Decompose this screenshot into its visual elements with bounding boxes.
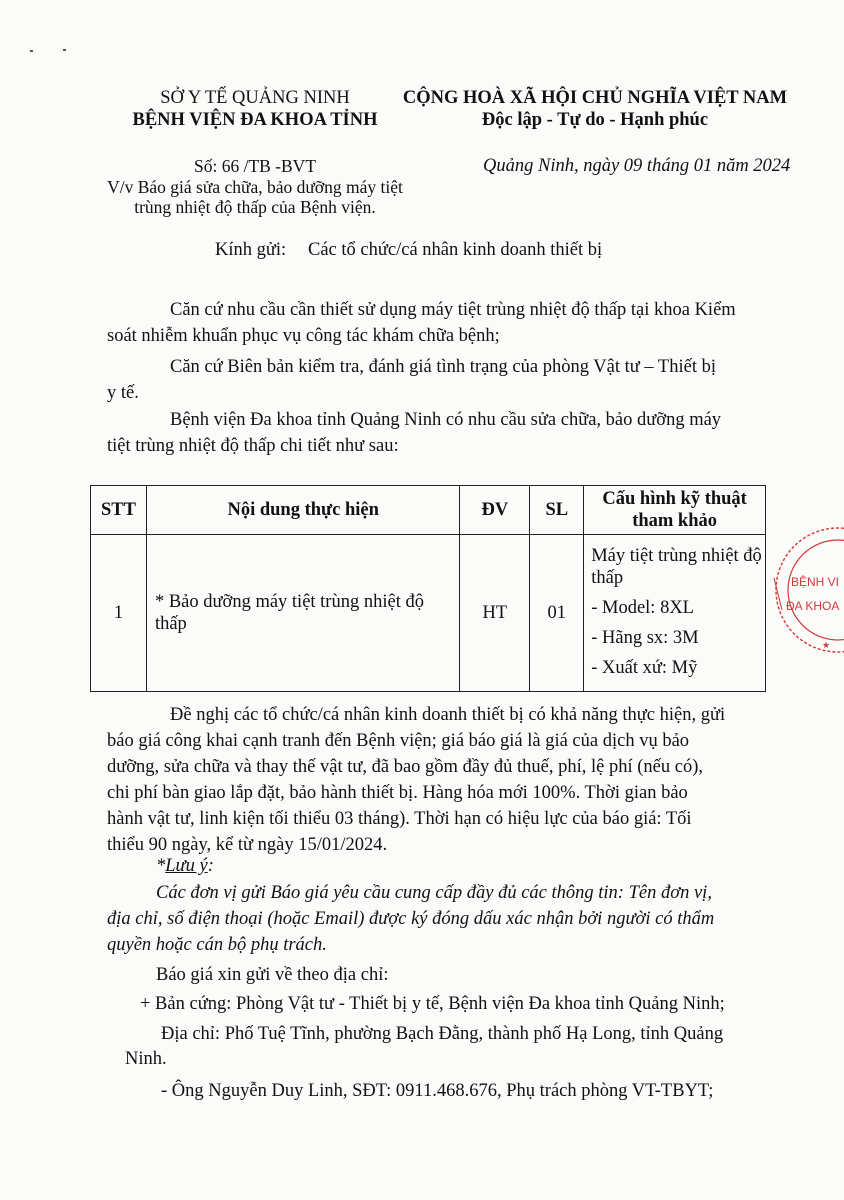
- cell-qty: 01: [530, 535, 584, 692]
- document-number: Số: 66 /TB -BVT: [193, 156, 317, 176]
- address-intro: Báo giá xin gửi về theo địa chỉ:: [156, 965, 389, 985]
- note-line-3: quyền hoặc cán bộ phụ trách.: [107, 935, 327, 955]
- header-spec-line-2: tham khảo: [632, 511, 718, 531]
- note-label: Lưu ý: [165, 856, 208, 876]
- national-title: CỘNG HOÀ XÃ HỘI CHỦ NGHĨA VIỆT NAM: [402, 88, 788, 108]
- contact-person: - Ông Nguyễn Duy Linh, SĐT: 0911.468.676, Phụ trách phòng VT-TBYT;: [161, 1081, 714, 1101]
- request-line-2: báo giá công khai cạnh tranh đến Bệnh viện; giá báo giá là giá của dịch vụ bảo: [107, 731, 690, 751]
- recipient-label: Kính gửi:: [215, 240, 287, 260]
- agency-name: SỞ Y TẾ QUẢNG NINH: [160, 88, 350, 108]
- service-table: [90, 485, 766, 692]
- address-line-1: Địa chỉ: Phố Tuệ Tĩnh, phường Bạch Đằng, thành phố Hạ Long, tỉnh Quảng: [161, 1024, 724, 1044]
- subject-line-2: trùng nhiệt độ thấp của Bệnh viện.: [134, 197, 376, 217]
- note-heading: [156, 856, 214, 877]
- spec-line: thấp: [591, 568, 624, 588]
- request-line-1: Đề nghị các tổ chức/cá nhân kinh doanh thiết bị có khả năng thực hiện, gửi: [170, 705, 726, 725]
- spec-line: - Xuất xứ: Mỹ: [591, 658, 698, 678]
- header-spec-line-1: Cấu hình kỹ thuật: [602, 489, 747, 509]
- request-line-5: hành vật tư, linh kiện tối thiểu 03 tháng). Thời hạn có hiệu lực của báo giá: Tối: [107, 809, 692, 829]
- header-unit: ĐV: [460, 486, 530, 535]
- cell-spec: [584, 535, 766, 692]
- address-hard-copy: + Bản cứng: Phòng Vật tư - Thiết bị y tế, Bệnh viện Đa khoa tỉnh Quảng Ninh;: [140, 994, 725, 1014]
- spec-line: - Hãng sx: 3M: [591, 628, 699, 648]
- hospital-name: BỆNH VIỆN ĐA KHOA TỈNH: [132, 110, 378, 130]
- official-seal-stamp: [760, 520, 844, 660]
- paragraph-basis-2-line-1: Căn cứ Biên bản kiểm tra, đánh giá tình trạng của phòng Vật tư – Thiết bị: [170, 357, 716, 377]
- cell-content: [146, 535, 459, 692]
- cell-content-line-2: thấp: [154, 614, 187, 634]
- paragraph-need-line-1: Bệnh viện Đa khoa tỉnh Quảng Ninh có nhu cầu sửa chữa, bảo dưỡng máy: [170, 410, 722, 430]
- national-motto: Độc lập - Tự do - Hạnh phúc: [481, 110, 709, 130]
- header-stt: STT: [91, 486, 147, 535]
- note-star: *: [156, 856, 166, 876]
- paragraph-basis-1-line-2: soát nhiễm khuẩn phục vụ công tác khám chữa bệnh;: [107, 326, 500, 346]
- note-line-1: Các đơn vị gửi Báo giá yêu cầu cung cấp đầy đủ các thông tin: Tên đơn vị,: [156, 883, 712, 903]
- scan-speck: [30, 50, 33, 52]
- request-line-3: dưỡng, sửa chữa và thay thế vật tư, đã bao gồm đầy đủ thuế, phí, lệ phí (nếu có),: [107, 757, 704, 777]
- scan-speck: [63, 49, 66, 51]
- spec-line: Máy tiệt trùng nhiệt độ: [591, 546, 762, 566]
- request-line-6: thiểu 90 ngày, kể từ ngày 15/01/2024.: [107, 835, 388, 855]
- seal-text-line-2: ĐA KHOA: [786, 599, 840, 613]
- address-line-2: Ninh.: [125, 1049, 167, 1069]
- paragraph-basis-2-line-2: y tế.: [107, 383, 139, 403]
- cell-stt: 1: [91, 535, 147, 692]
- paragraph-basis-1-line-1: Căn cứ nhu cầu cần thiết sử dụng máy tiệt trùng nhiệt độ thấp tại khoa Kiểm: [170, 300, 736, 320]
- recipient-value: Các tổ chức/cá nhân kinh doanh thiết bị: [308, 240, 603, 260]
- subject-line-1: V/v Báo giá sửa chữa, bảo dưỡng máy tiệt: [107, 177, 403, 197]
- paragraph-need-line-2: tiệt trùng nhiệt độ thấp chi tiết như sau:: [107, 436, 399, 456]
- place-date: Quảng Ninh, ngày 09 tháng 01 năm 2024: [483, 156, 791, 176]
- seal-text-line-1: BỆNH VI: [791, 575, 840, 589]
- header-qty: SL: [530, 486, 584, 535]
- cell-unit: HT: [460, 535, 530, 692]
- spec-line: - Model: 8XL: [591, 598, 694, 618]
- header-content: Nội dung thực hiện: [146, 486, 459, 535]
- svg-text:★: ★: [822, 640, 831, 650]
- cell-content-line-1: * Bảo dưỡng máy tiệt trùng nhiệt độ: [154, 592, 424, 612]
- request-line-4: chi phí bàn giao lắp đặt, bảo hành thiết bị. Hàng hóa mới 100%. Thời gian bảo: [107, 783, 688, 803]
- note-colon: :: [207, 856, 214, 876]
- table-header-row: [91, 486, 766, 535]
- table-row: [91, 535, 766, 692]
- header-spec: [584, 486, 766, 535]
- note-line-2: địa chỉ, số điện thoại (hoặc Email) được ký đóng dấu xác nhận bởi người có thẩm: [107, 909, 715, 929]
